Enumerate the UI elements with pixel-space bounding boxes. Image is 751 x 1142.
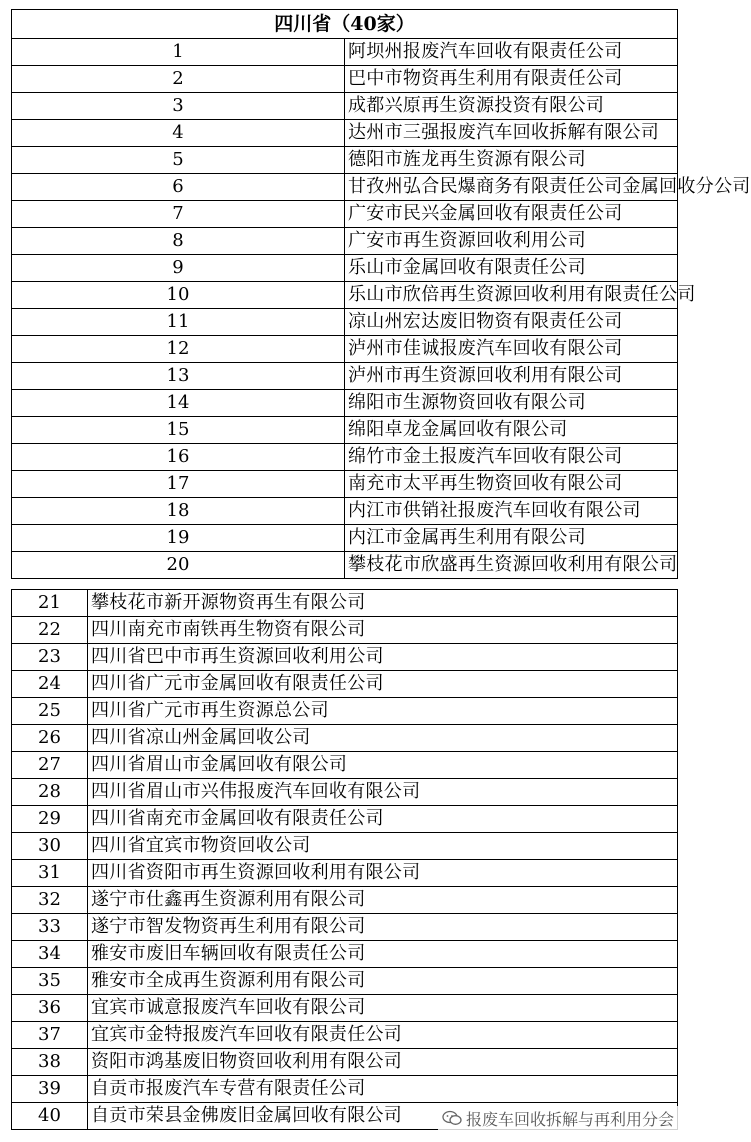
table-row <box>12 779 678 806</box>
company-name: 泸州市佳诚报废汽车回收有限公司 <box>345 336 678 363</box>
company-table-part1 <box>11 9 751 579</box>
row-number: 14 <box>12 390 345 417</box>
company-name: 泸州市再生资源回收利用有限公司 <box>345 363 678 390</box>
row-number: 11 <box>12 309 345 336</box>
table-row <box>12 833 678 860</box>
row-number: 31 <box>12 860 88 887</box>
row-number: 3 <box>12 93 345 120</box>
row-number: 38 <box>12 1049 88 1076</box>
row-number: 13 <box>12 363 345 390</box>
company-name: 四川省眉山市兴伟报废汽车回收有限公司 <box>88 779 678 806</box>
company-name: 攀枝花市新开源物资再生有限公司 <box>88 590 678 617</box>
row-number: 24 <box>12 671 88 698</box>
table-row <box>12 887 678 914</box>
table-row <box>12 860 678 887</box>
company-name: 四川省眉山市金属回收有限公司 <box>88 752 678 779</box>
table-row <box>12 201 678 228</box>
company-name: 攀枝花市欣盛再生资源回收利用有限公司 <box>345 552 678 579</box>
table-row <box>12 617 678 644</box>
row-number: 27 <box>12 752 88 779</box>
table-row <box>12 1049 678 1076</box>
row-number: 12 <box>12 336 345 363</box>
table-row <box>12 752 678 779</box>
company-name: 资阳市鸿基废旧物资回收利用有限公司 <box>88 1049 678 1076</box>
row-number: 17 <box>12 471 345 498</box>
table-row <box>12 174 678 201</box>
company-name: 四川省宜宾市物资回收公司 <box>88 833 678 860</box>
company-name: 绵阳卓龙金属回收有限公司 <box>345 417 678 444</box>
row-number: 15 <box>12 417 345 444</box>
row-number: 7 <box>12 201 345 228</box>
company-name: 自贡市报废汽车专营有限责任公司 <box>88 1076 678 1103</box>
company-table-part2 <box>11 589 678 1130</box>
company-name: 甘孜州弘合民爆商务有限责任公司金属回收分公司 <box>345 174 678 201</box>
table-row <box>12 228 678 255</box>
table-title: 四川省（40家） <box>12 10 678 39</box>
row-number: 35 <box>12 968 88 995</box>
table-row <box>12 590 678 617</box>
row-number: 1 <box>12 39 345 66</box>
row-number: 32 <box>12 887 88 914</box>
table-row <box>12 671 678 698</box>
row-number: 40 <box>12 1103 88 1130</box>
row-number: 16 <box>12 444 345 471</box>
company-name: 内江市金属再生利用有限公司 <box>345 525 678 552</box>
table-row <box>12 1022 678 1049</box>
table-row <box>12 309 678 336</box>
company-name: 南充市太平再生物资回收有限公司 <box>345 471 678 498</box>
row-number: 19 <box>12 525 345 552</box>
table-row <box>12 66 678 93</box>
table-row <box>12 363 678 390</box>
table-row <box>12 995 678 1022</box>
company-name: 遂宁市智发物资再生利用有限公司 <box>88 914 678 941</box>
watermark <box>438 1106 678 1130</box>
company-name: 四川省凉山州金属回收公司 <box>88 725 678 752</box>
table-row <box>12 336 678 363</box>
company-name: 四川省广元市金属回收有限责任公司 <box>88 671 678 698</box>
row-number: 10 <box>12 282 345 309</box>
table-row <box>12 1076 678 1103</box>
company-name: 宜宾市金特报废汽车回收有限责任公司 <box>88 1022 678 1049</box>
row-number: 33 <box>12 914 88 941</box>
table-row <box>12 93 678 120</box>
row-number: 9 <box>12 255 345 282</box>
row-number: 26 <box>12 725 88 752</box>
table-row <box>12 282 678 309</box>
row-number: 34 <box>12 941 88 968</box>
company-name: 阿坝州报废汽车回收有限责任公司 <box>345 39 678 66</box>
row-number: 6 <box>12 174 345 201</box>
row-number: 5 <box>12 147 345 174</box>
row-number: 22 <box>12 617 88 644</box>
table-row <box>12 698 678 725</box>
row-number: 28 <box>12 779 88 806</box>
table-gap <box>11 579 678 589</box>
company-name: 雅安市废旧车辆回收有限责任公司 <box>88 941 678 968</box>
table-row <box>12 417 678 444</box>
company-name: 四川南充市南铁再生物资有限公司 <box>88 617 678 644</box>
row-number: 39 <box>12 1076 88 1103</box>
watermark-text: 报废车回收拆解与再利用分会 <box>465 1109 674 1129</box>
table-row <box>12 968 678 995</box>
row-number: 30 <box>12 833 88 860</box>
table-row <box>12 147 678 174</box>
table-row <box>12 552 678 579</box>
company-name: 雅安市全成再生资源利用有限公司 <box>88 968 678 995</box>
table-row <box>12 914 678 941</box>
row-number: 4 <box>12 120 345 147</box>
company-name: 乐山市金属回收有限责任公司 <box>345 255 678 282</box>
row-number: 36 <box>12 995 88 1022</box>
table-row <box>12 471 678 498</box>
row-number: 29 <box>12 806 88 833</box>
company-name: 德阳市旌龙再生资源有限公司 <box>345 147 678 174</box>
company-list-sheet <box>11 9 751 1130</box>
company-name: 遂宁市仕鑫再生资源利用有限公司 <box>88 887 678 914</box>
company-name: 绵竹市金土报废汽车回收有限公司 <box>345 444 678 471</box>
company-name: 乐山市欣倍再生资源回收利用有限责任公司 <box>345 282 678 309</box>
wechat-icon <box>442 1110 462 1126</box>
table-row <box>12 525 678 552</box>
company-name: 达州市三强报废汽车回收拆解有限公司 <box>345 120 678 147</box>
row-number: 23 <box>12 644 88 671</box>
company-name: 宜宾市诚意报废汽车回收有限公司 <box>88 995 678 1022</box>
table-row <box>12 255 678 282</box>
table-title-row <box>12 10 678 39</box>
company-name: 凉山州宏达废旧物资有限责任公司 <box>345 309 678 336</box>
company-name: 绵阳市生源物资回收有限公司 <box>345 390 678 417</box>
company-name: 四川省资阳市再生资源回收利用有限公司 <box>88 860 678 887</box>
table-row <box>12 390 678 417</box>
company-name: 成都兴原再生资源投资有限公司 <box>345 93 678 120</box>
company-name: 广安市再生资源回收利用公司 <box>345 228 678 255</box>
row-number: 2 <box>12 66 345 93</box>
row-number: 25 <box>12 698 88 725</box>
row-number: 37 <box>12 1022 88 1049</box>
company-name: 四川省广元市再生资源总公司 <box>88 698 678 725</box>
company-name: 内江市供销社报废汽车回收有限公司 <box>345 498 678 525</box>
company-name: 四川省巴中市再生资源回收利用公司 <box>88 644 678 671</box>
table-row <box>12 444 678 471</box>
table-row <box>12 725 678 752</box>
row-number: 20 <box>12 552 345 579</box>
table-row <box>12 120 678 147</box>
table-row <box>12 644 678 671</box>
row-number: 18 <box>12 498 345 525</box>
table-row <box>12 498 678 525</box>
company-name: 广安市民兴金属回收有限责任公司 <box>345 201 678 228</box>
table-row <box>12 806 678 833</box>
row-number: 21 <box>12 590 88 617</box>
table-row <box>12 39 678 66</box>
company-name: 自贡市荣县金佛废旧金属回收有限公司 <box>88 1103 678 1130</box>
company-name: 巴中市物资再生利用有限责任公司 <box>345 66 678 93</box>
company-name: 四川省南充市金属回收有限责任公司 <box>88 806 678 833</box>
row-number: 8 <box>12 228 345 255</box>
table-row <box>12 941 678 968</box>
